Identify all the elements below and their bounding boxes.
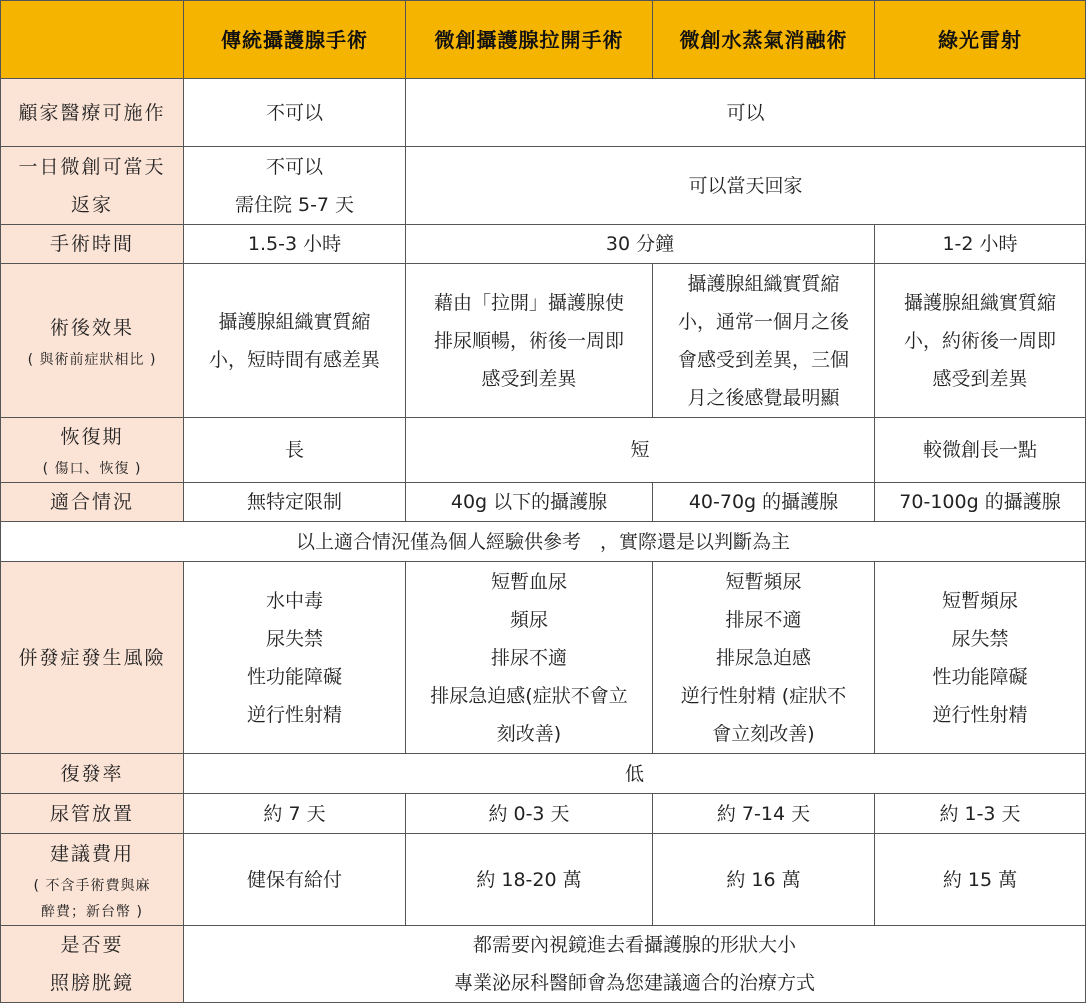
row-cost	[1, 834, 1086, 926]
catheter-rezum: 約 7-14 天	[653, 794, 875, 834]
suitable-laser: 70-100g 的攝護腺	[875, 483, 1086, 522]
suitable-traditional: 無特定限制	[184, 483, 406, 522]
header-corner	[1, 1, 184, 79]
cost-traditional: 健保有給付	[184, 834, 406, 926]
header-urolift: 微創攝護腺拉開手術	[406, 1, 653, 79]
catheter-laser: 約 1-3 天	[875, 794, 1086, 834]
row-recurrence	[1, 754, 1086, 794]
label-recurrence: 復發率	[1, 754, 184, 794]
clinic-others: 可以	[406, 79, 1086, 147]
catheter-urolift: 約 0-3 天	[406, 794, 653, 834]
row-op-time	[1, 225, 1086, 264]
effect-laser: 攝護腺組織實質縮 小，約術後一周即 感受到差異	[875, 264, 1086, 418]
effect-rezum: 攝護腺組織實質縮 小，通常一個月之後 會感受到差異，三個 月之後感覺最明顯	[653, 264, 875, 418]
row-note	[1, 522, 1086, 562]
header-rezum: 微創水蒸氣消融術	[653, 1, 875, 79]
label-recovery: 恢復期 ( 傷口、恢復 )	[1, 418, 184, 483]
row-suitable	[1, 483, 1086, 522]
row-effect	[1, 264, 1086, 418]
op-time-laser: 1-2 小時	[875, 225, 1086, 264]
row-recovery	[1, 418, 1086, 483]
recovery-traditional: 長	[184, 418, 406, 483]
op-time-traditional: 1.5-3 小時	[184, 225, 406, 264]
recurrence-all: 低	[184, 754, 1086, 794]
complications-laser: 短暫頻尿 尿失禁 性功能障礙 逆行性射精	[875, 562, 1086, 754]
cost-rezum: 約 16 萬	[653, 834, 875, 926]
label-cystoscopy: 是否要 照膀胱鏡	[1, 926, 184, 1003]
complications-traditional: 水中毒 尿失禁 性功能障礙 逆行性射精	[184, 562, 406, 754]
row-day-return	[1, 147, 1086, 225]
row-catheter	[1, 794, 1086, 834]
label-cost: 建議費用 ( 不含手術費與麻 醉費；新台幣 )	[1, 834, 184, 926]
clinic-traditional: 不可以	[184, 79, 406, 147]
cystoscopy-all: 都需要內視鏡進去看攝護腺的形狀大小 專業泌尿科醫師會為您建議適合的治療方式	[184, 926, 1086, 1003]
suitable-urolift: 40g 以下的攝護腺	[406, 483, 653, 522]
label-clinic: 顧家醫療可施作	[1, 79, 184, 147]
cost-urolift: 約 18-20 萬	[406, 834, 653, 926]
row-complications	[1, 562, 1086, 754]
label-day-return: 一日微創可當天 返家	[1, 147, 184, 225]
complications-rezum: 短暫頻尿 排尿不適 排尿急迫感 逆行性射精 (症狀不 會立刻改善)	[653, 562, 875, 754]
header-laser: 綠光雷射	[875, 1, 1086, 79]
label-catheter: 尿管放置	[1, 794, 184, 834]
header-row	[1, 1, 1086, 79]
recovery-middle: 短	[406, 418, 875, 483]
label-op-time: 手術時間	[1, 225, 184, 264]
suitable-rezum: 40-70g 的攝護腺	[653, 483, 875, 522]
suitability-note: 以上適合情況僅為個人經驗供參考 ，實際還是以判斷為主	[1, 522, 1086, 562]
recovery-laser: 較微創長一點	[875, 418, 1086, 483]
label-effect: 術後效果 ( 與術前症狀相比 )	[1, 264, 184, 418]
header-traditional: 傳統攝護腺手術	[184, 1, 406, 79]
day-return-traditional: 不可以 需住院 5-7 天	[184, 147, 406, 225]
day-return-others: 可以當天回家	[406, 147, 1086, 225]
effect-urolift: 藉由「拉開」攝護腺使 排尿順暢，術後一周即 感受到差異	[406, 264, 653, 418]
label-complications: 併發症發生風險	[1, 562, 184, 754]
complications-urolift: 短暫血尿 頻尿 排尿不適 排尿急迫感(症狀不會立 刻改善)	[406, 562, 653, 754]
effect-traditional: 攝護腺組織實質縮 小，短時間有感差異	[184, 264, 406, 418]
label-suitable: 適合情況	[1, 483, 184, 522]
catheter-traditional: 約 7 天	[184, 794, 406, 834]
op-time-middle: 30 分鐘	[406, 225, 875, 264]
cost-laser: 約 15 萬	[875, 834, 1086, 926]
row-clinic	[1, 79, 1086, 147]
row-cystoscopy	[1, 926, 1086, 1003]
